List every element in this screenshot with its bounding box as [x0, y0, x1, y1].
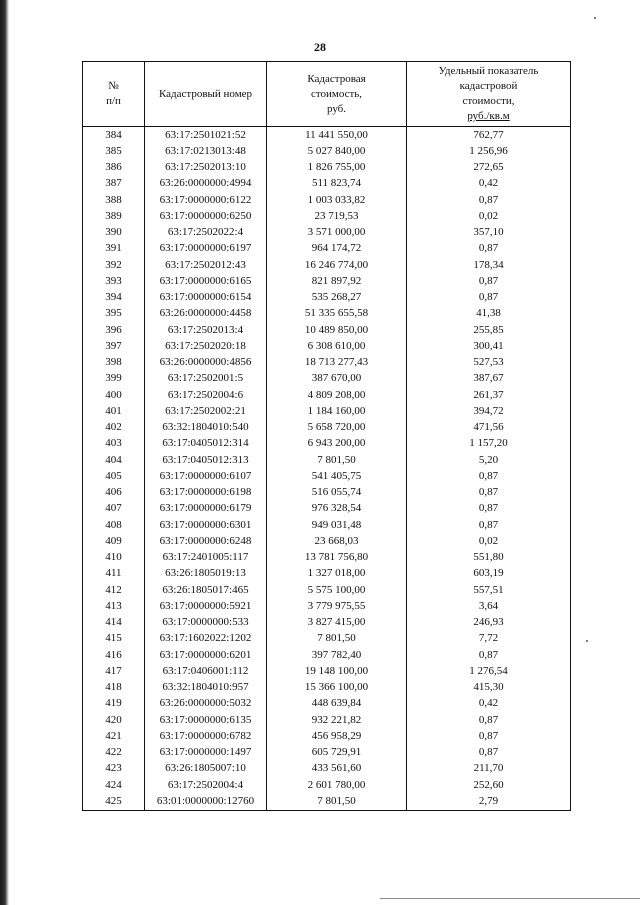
cadastral-cost-cell: 821 897,92	[267, 273, 407, 289]
cadastral-cost-cell: 2 601 780,00	[267, 777, 407, 793]
row-number-cell: 406	[83, 485, 145, 501]
row-number-cell: 409	[83, 533, 145, 549]
cadastral-cost-cell: 16 246 774,00	[267, 257, 407, 273]
table-row	[83, 273, 571, 289]
table-row	[83, 127, 571, 144]
cadastral-cost-cell: 7 801,50	[267, 452, 407, 468]
row-number-cell: 422	[83, 745, 145, 761]
cadastral-cost-cell: 605 729,91	[267, 745, 407, 761]
cadastral-number-cell: 63:17:0000000:6201	[145, 647, 267, 663]
table-row	[83, 777, 571, 793]
row-number-cell: 404	[83, 452, 145, 468]
header-number	[83, 62, 145, 127]
row-number-cell: 416	[83, 647, 145, 663]
cadastral-cost-cell: 7 801,50	[267, 793, 407, 810]
specific-indicator-cell: 5,20	[407, 452, 571, 468]
specific-indicator-cell: 0,87	[407, 485, 571, 501]
cadastral-number-cell: 63:01:0000000:12760	[145, 793, 267, 810]
cadastral-number-cell: 63:17:2502002:21	[145, 403, 267, 419]
cadastral-cost-cell: 1 327 018,00	[267, 566, 407, 582]
cadastral-number-cell: 63:32:1804010:540	[145, 420, 267, 436]
specific-indicator-cell: 1 157,20	[407, 436, 571, 452]
cadastral-cost-cell: 23 668,03	[267, 533, 407, 549]
table-row	[83, 745, 571, 761]
cadastral-number-cell: 63:17:0406001:112	[145, 663, 267, 679]
specific-indicator-cell: 0,87	[407, 468, 571, 484]
table-row	[83, 403, 571, 419]
row-number-cell: 397	[83, 338, 145, 354]
specific-indicator-cell: 300,41	[407, 338, 571, 354]
cadastral-cost-cell: 433 561,60	[267, 761, 407, 777]
row-number-cell: 390	[83, 225, 145, 241]
row-number-cell: 410	[83, 550, 145, 566]
specific-indicator-cell: 0,87	[407, 647, 571, 663]
cadastral-cost-cell: 964 174,72	[267, 241, 407, 257]
cadastral-cost-cell: 3 827 415,00	[267, 615, 407, 631]
specific-indicator-cell: 0,87	[407, 745, 571, 761]
cadastral-number-cell: 63:17:2502013:4	[145, 322, 267, 338]
table-row	[83, 566, 571, 582]
row-number-cell: 405	[83, 468, 145, 484]
specific-indicator-cell: 7,72	[407, 631, 571, 647]
table-row	[83, 257, 571, 273]
specific-indicator-cell: 0,87	[407, 517, 571, 533]
row-number-cell: 419	[83, 696, 145, 712]
specific-indicator-cell: 255,85	[407, 322, 571, 338]
cadastral-number-cell: 63:17:2502022:4	[145, 225, 267, 241]
header-number-line2: п/п	[106, 95, 121, 107]
cadastral-cost-cell: 6 308 610,00	[267, 338, 407, 354]
cadastral-number-cell: 63:17:0000000:6782	[145, 728, 267, 744]
cadastral-cost-cell: 19 148 100,00	[267, 663, 407, 679]
row-number-cell: 394	[83, 290, 145, 306]
table-row	[83, 322, 571, 338]
cadastral-number-cell: 63:17:0000000:5921	[145, 598, 267, 614]
specific-indicator-cell: 0,42	[407, 696, 571, 712]
cadastral-number-cell: 63:17:2502001:5	[145, 371, 267, 387]
cadastral-cost-cell: 5 658 720,00	[267, 420, 407, 436]
cadastral-number-cell: 63:17:2502012:43	[145, 257, 267, 273]
cadastral-number-cell: 63:17:2502013:10	[145, 160, 267, 176]
table-row	[83, 582, 571, 598]
table-row	[83, 728, 571, 744]
row-number-cell: 385	[83, 143, 145, 159]
row-number-cell: 393	[83, 273, 145, 289]
cadastral-number-cell: 63:17:0000000:533	[145, 615, 267, 631]
table-row	[83, 485, 571, 501]
cadastral-number-cell: 63:26:0000000:4458	[145, 306, 267, 322]
header-number-line1: №	[108, 80, 119, 92]
cadastral-number-cell: 63:17:2502004:6	[145, 387, 267, 403]
cadastral-number-cell: 63:17:2502020:18	[145, 338, 267, 354]
row-number-cell: 402	[83, 420, 145, 436]
cadastral-cost-cell: 18 713 277,43	[267, 355, 407, 371]
table-row	[83, 452, 571, 468]
cadastral-number-cell: 63:26:0000000:4994	[145, 176, 267, 192]
cadastral-cost-cell: 3 779 975,55	[267, 598, 407, 614]
table-row	[83, 680, 571, 696]
table-row	[83, 306, 571, 322]
row-number-cell: 408	[83, 517, 145, 533]
row-number-cell: 391	[83, 241, 145, 257]
table-row	[83, 225, 571, 241]
cadastral-cost-cell: 535 268,27	[267, 290, 407, 306]
cadastral-cost-cell: 932 221,82	[267, 712, 407, 728]
specific-indicator-cell: 0,87	[407, 712, 571, 728]
specific-indicator-cell: 41,38	[407, 306, 571, 322]
specific-indicator-cell: 603,19	[407, 566, 571, 582]
specific-indicator-cell: 557,51	[407, 582, 571, 598]
header-specific-line3: стоимости,	[462, 95, 515, 107]
row-number-cell: 413	[83, 598, 145, 614]
cadastral-number-cell: 63:26:1805007:10	[145, 761, 267, 777]
row-number-cell: 424	[83, 777, 145, 793]
table-row	[83, 355, 571, 371]
specific-indicator-cell: 178,34	[407, 257, 571, 273]
table-row	[83, 338, 571, 354]
row-number-cell: 407	[83, 501, 145, 517]
specific-indicator-cell: 357,10	[407, 225, 571, 241]
specific-indicator-cell: 2,79	[407, 793, 571, 810]
row-number-cell: 403	[83, 436, 145, 452]
specific-indicator-cell: 0,87	[407, 290, 571, 306]
cadastral-number-cell: 63:17:2401005:117	[145, 550, 267, 566]
specific-indicator-cell: 1 276,54	[407, 663, 571, 679]
header-cost-line2: стоимость,	[310, 87, 363, 100]
cadastral-cost-cell: 5 027 840,00	[267, 143, 407, 159]
row-number-cell: 411	[83, 566, 145, 582]
header-specific-line4: руб./кв.м	[467, 110, 510, 122]
specific-indicator-cell: 0,02	[407, 533, 571, 549]
row-number-cell: 420	[83, 712, 145, 728]
cadastral-number-cell: 63:17:0213013:48	[145, 143, 267, 159]
table-row	[83, 647, 571, 663]
table-row	[83, 241, 571, 257]
specific-indicator-cell: 3,64	[407, 598, 571, 614]
cadastral-number-cell: 63:26:0000000:4856	[145, 355, 267, 371]
cadastral-number-cell: 63:17:2501021:52	[145, 127, 267, 144]
cadastral-cost-table	[82, 61, 571, 811]
table-row	[83, 143, 571, 159]
table-row	[83, 696, 571, 712]
table-row	[83, 793, 571, 810]
cadastral-cost-cell: 448 639,84	[267, 696, 407, 712]
table-row	[83, 160, 571, 176]
table-row	[83, 712, 571, 728]
cadastral-number-cell: 63:17:0000000:6179	[145, 501, 267, 517]
specific-indicator-cell: 0,87	[407, 192, 571, 208]
row-number-cell: 384	[83, 127, 145, 144]
cadastral-cost-cell: 6 943 200,00	[267, 436, 407, 452]
table-row	[83, 192, 571, 208]
header-cost-line1: Кадастровая	[307, 72, 366, 85]
table-row	[83, 615, 571, 631]
row-number-cell: 423	[83, 761, 145, 777]
row-number-cell: 401	[83, 403, 145, 419]
table-row	[83, 290, 571, 306]
cadastral-number-cell: 63:26:1805017:465	[145, 582, 267, 598]
cadastral-number-cell: 63:17:0000000:6197	[145, 241, 267, 257]
cadastral-cost-cell: 397 782,40	[267, 647, 407, 663]
header-specific-indicator	[407, 62, 571, 127]
header-cost-line3: руб.	[326, 102, 347, 115]
header-specific-line2: кадастровой	[459, 80, 518, 92]
specific-indicator-cell: 0,02	[407, 208, 571, 224]
table-body	[83, 127, 571, 811]
row-number-cell: 418	[83, 680, 145, 696]
table-row	[83, 761, 571, 777]
row-number-cell: 396	[83, 322, 145, 338]
specific-indicator-cell: 551,80	[407, 550, 571, 566]
cadastral-cost-cell: 949 031,48	[267, 517, 407, 533]
scan-speck	[586, 640, 588, 642]
row-number-cell: 398	[83, 355, 145, 371]
row-number-cell: 387	[83, 176, 145, 192]
specific-indicator-cell: 261,37	[407, 387, 571, 403]
cadastral-number-cell: 63:17:0405012:313	[145, 452, 267, 468]
specific-indicator-cell: 387,67	[407, 371, 571, 387]
cadastral-cost-cell: 11 441 550,00	[267, 127, 407, 144]
specific-indicator-cell: 762,77	[407, 127, 571, 144]
row-number-cell: 395	[83, 306, 145, 322]
cadastral-cost-cell: 5 575 100,00	[267, 582, 407, 598]
table-row	[83, 420, 571, 436]
cadastral-number-cell: 63:32:1804010:957	[145, 680, 267, 696]
scan-edge-bottom	[380, 898, 640, 899]
cadastral-number-cell: 63:17:0000000:6198	[145, 485, 267, 501]
specific-indicator-cell: 211,70	[407, 761, 571, 777]
table-header-row	[83, 62, 571, 127]
page-number: 28	[314, 40, 326, 54]
table-row	[83, 598, 571, 614]
cadastral-number-cell: 63:17:0000000:6135	[145, 712, 267, 728]
cadastral-number-cell: 63:17:0405012:314	[145, 436, 267, 452]
specific-indicator-cell: 0,87	[407, 273, 571, 289]
table-row	[83, 387, 571, 403]
cadastral-cost-cell: 387 670,00	[267, 371, 407, 387]
table-row	[83, 468, 571, 484]
row-number-cell: 400	[83, 387, 145, 403]
row-number-cell: 421	[83, 728, 145, 744]
cadastral-cost-cell: 4 809 208,00	[267, 387, 407, 403]
cadastral-number-cell: 63:17:0000000:6301	[145, 517, 267, 533]
row-number-cell: 399	[83, 371, 145, 387]
table-row	[83, 436, 571, 452]
cadastral-cost-cell: 3 571 000,00	[267, 225, 407, 241]
table-row	[83, 533, 571, 549]
row-number-cell: 425	[83, 793, 145, 810]
cadastral-cost-cell: 15 366 100,00	[267, 680, 407, 696]
specific-indicator-cell: 0,87	[407, 728, 571, 744]
cadastral-number-cell: 63:17:0000000:1497	[145, 745, 267, 761]
cadastral-cost-cell: 516 055,74	[267, 485, 407, 501]
cadastral-cost-cell: 13 781 756,80	[267, 550, 407, 566]
cadastral-cost-cell: 976 328,54	[267, 501, 407, 517]
specific-indicator-cell: 394,72	[407, 403, 571, 419]
table-row	[83, 663, 571, 679]
row-number-cell: 389	[83, 208, 145, 224]
row-number-cell: 414	[83, 615, 145, 631]
specific-indicator-cell: 527,53	[407, 355, 571, 371]
cadastral-cost-cell: 511 823,74	[267, 176, 407, 192]
cadastral-number-cell: 63:17:0000000:6250	[145, 208, 267, 224]
row-number-cell: 386	[83, 160, 145, 176]
table-row	[83, 176, 571, 192]
specific-indicator-cell: 272,65	[407, 160, 571, 176]
row-number-cell: 417	[83, 663, 145, 679]
cadastral-number-cell: 63:17:0000000:6248	[145, 533, 267, 549]
cadastral-cost-cell: 7 801,50	[267, 631, 407, 647]
specific-indicator-cell: 252,60	[407, 777, 571, 793]
header-cadastral-number: Кадастровый номер	[145, 62, 267, 127]
cadastral-cost-cell: 541 405,75	[267, 468, 407, 484]
scan-speck	[594, 17, 596, 19]
cadastral-number-cell: 63:17:0000000:6122	[145, 192, 267, 208]
cadastral-cost-cell: 23 719,53	[267, 208, 407, 224]
cadastral-cost-cell: 456 958,29	[267, 728, 407, 744]
cadastral-number-cell: 63:17:0000000:6107	[145, 468, 267, 484]
cadastral-number-cell: 63:17:2502004:4	[145, 777, 267, 793]
cadastral-cost-cell: 10 489 850,00	[267, 322, 407, 338]
table-row	[83, 550, 571, 566]
cadastral-number-cell: 63:17:0000000:6165	[145, 273, 267, 289]
cadastral-number-cell: 63:17:1602022:1202	[145, 631, 267, 647]
table-row	[83, 371, 571, 387]
specific-indicator-cell: 246,93	[407, 615, 571, 631]
specific-indicator-cell: 0,87	[407, 241, 571, 257]
scan-edge-left	[0, 0, 9, 905]
specific-indicator-cell: 0,87	[407, 501, 571, 517]
specific-indicator-cell: 415,30	[407, 680, 571, 696]
cadastral-number-cell: 63:26:0000000:5032	[145, 696, 267, 712]
cadastral-cost-cell: 1 184 160,00	[267, 403, 407, 419]
header-specific-line1: Удельный показатель	[438, 65, 539, 77]
table-row	[83, 208, 571, 224]
cadastral-number-cell: 63:17:0000000:6154	[145, 290, 267, 306]
row-number-cell: 388	[83, 192, 145, 208]
row-number-cell: 412	[83, 582, 145, 598]
cadastral-cost-cell: 1 003 033,82	[267, 192, 407, 208]
specific-indicator-cell: 1 256,96	[407, 143, 571, 159]
table-row	[83, 631, 571, 647]
row-number-cell: 415	[83, 631, 145, 647]
table-row	[83, 517, 571, 533]
specific-indicator-cell: 471,56	[407, 420, 571, 436]
specific-indicator-cell: 0,42	[407, 176, 571, 192]
header-cadastral-cost	[267, 62, 407, 127]
cadastral-cost-cell: 51 335 655,58	[267, 306, 407, 322]
cadastral-number-cell: 63:26:1805019:13	[145, 566, 267, 582]
row-number-cell: 392	[83, 257, 145, 273]
table-row	[83, 501, 571, 517]
cadastral-cost-cell: 1 826 755,00	[267, 160, 407, 176]
